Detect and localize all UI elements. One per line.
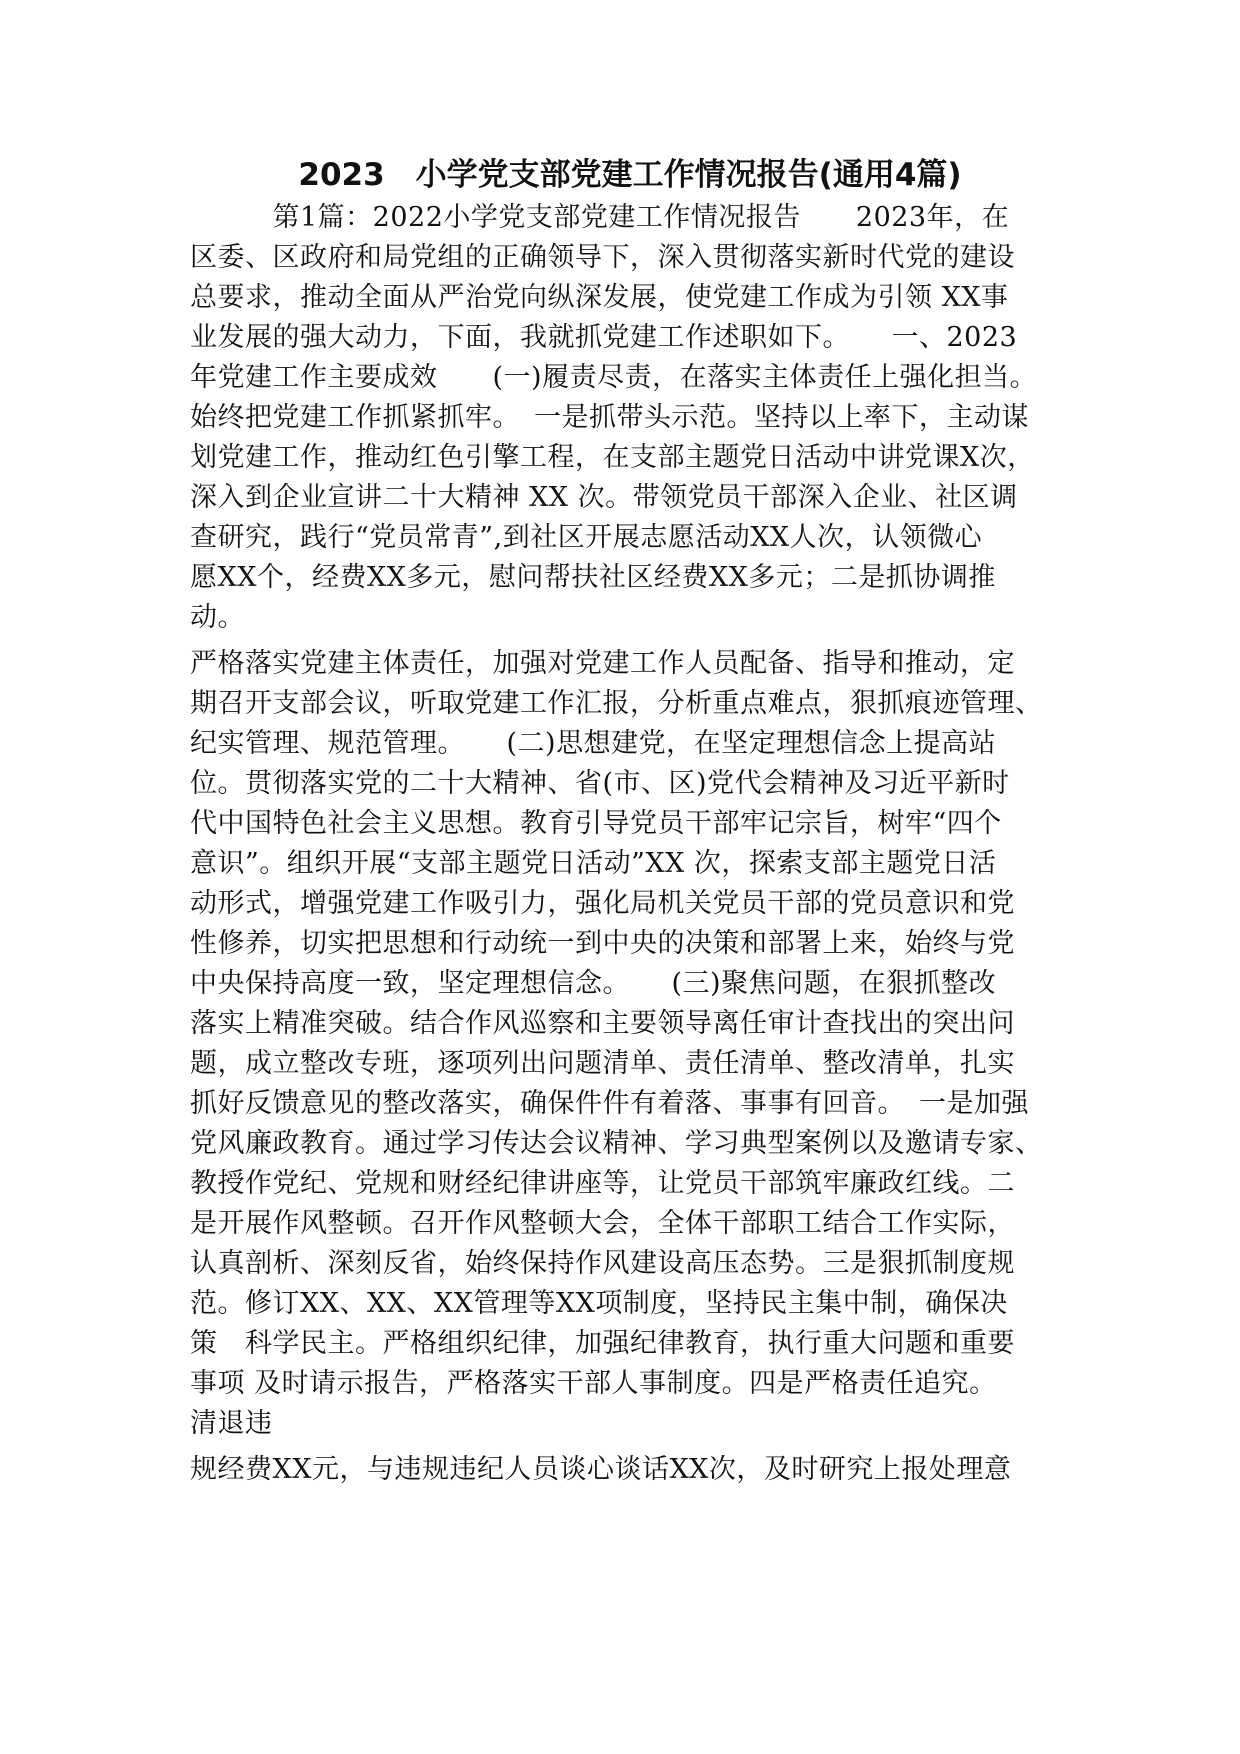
text-line: 是开展作风整顿。召开作风整顿大会，全体干部职工结合工作实际， <box>190 1208 1015 1239</box>
text-line: 始终把党建工作抓紧抓牢。 一是抓带头示范。坚持以上率下，主动谋 <box>190 402 1029 433</box>
text-line: 性修养，切实把思想和行动统一到中央的决策和部署上来，始终与党 <box>190 928 1015 959</box>
text-line: 教授作党纪、党规和财经纪律讲座等，让党员干部筑牢廉政红线。二 <box>190 1168 1015 1199</box>
text-line: 业发展的强大动力，下面，我就抓党建工作述职如下。 一、2023 <box>190 322 1018 353</box>
document-body <box>190 198 1070 1490</box>
text-line: 落实上精准突破。结合作风巡察和主要领导离任审计查找出的突出问 <box>190 1008 1015 1039</box>
text-line: 代中国特色社会主义思想。教育引导党员干部牢记宗旨，树牢“四个 <box>190 808 1002 839</box>
text-line: 认真剖析、深刻反省，始终保持作风建设高压态势。三是狠抓制度规 <box>190 1248 1015 1279</box>
text-line: 策 科学民主。严格组织纪律，加强纪律教育，执行重大问题和重要 <box>190 1328 1015 1359</box>
text-line: 期召开支部会议，听取党建工作汇报，分析重点难点，狠抓痕迹管理、 <box>190 688 1043 719</box>
text-line: 事项 及时请示报告，严格落实干部人事制度。四是严格责任追究。 <box>190 1368 997 1399</box>
text-line: 查研究，践行“党员常青”,到社区开展志愿活动XX人次，认领微心 <box>190 522 983 553</box>
text-line: 严格落实党建主体责任，加强对党建工作人员配备、指导和推动，定 <box>190 648 1015 679</box>
text-line: 纪实管理、规范管理。 (二)思想建党，在坚定理想信念上提高站 <box>190 728 997 759</box>
text-line: 第1篇：2022小学党支部党建工作情况报告 2023年，在 <box>190 202 1010 233</box>
text-line: 区委、区政府和局党组的正确领导下，深入贯彻落实新时代党的建设 <box>190 242 1015 273</box>
text-line: 党风廉政教育。通过学习传达会议精神、学习典型案例以及邀请专家、 <box>190 1128 1043 1159</box>
text-line: 动。 <box>190 602 245 633</box>
text-line: 题，成立整改专班，逐项列出问题清单、责任清单、整改清单，扎实 <box>190 1048 1015 1079</box>
text-line: 规经费XX元，与违规违纪人员谈心谈话XX次，及时研究上报处理意 <box>190 1454 1012 1485</box>
text-line: 范。修订XX、XX、XX管理等XX项制度，坚持民主集中制，确保决 <box>190 1288 1008 1319</box>
text-line: 动形式，增强党建工作吸引力，强化局机关党员干部的党员意识和党 <box>190 888 1015 919</box>
document-title: 2023 小学党支部党建工作情况报告(通用4篇) <box>298 157 962 193</box>
text-line: 总要求，推动全面从严治党向纵深发展，使党建工作成为引领 XX事 <box>190 282 1009 313</box>
text-line: 清退违 <box>190 1408 273 1439</box>
text-line: 深入到企业宣讲二十大精神 XX 次。带领党员干部深入企业、社区调 <box>190 482 1018 513</box>
text-line: 抓好反馈意见的整改落实，确保件件有着落、事事有回音。 一是加强 <box>190 1088 1029 1119</box>
text-line: 年党建工作主要成效 (一)履责尽责，在落实主体责任上强化担当。 <box>190 362 1038 393</box>
text-line: 愿XX个，经费XX多元，慰问帮扶社区经费XX多元；二是抓协调推 <box>190 562 996 593</box>
text-line: 中央保持高度一致，坚定理想信念。 (三)聚焦问题，在狠抓整改 <box>190 968 997 999</box>
text-line: 划党建工作，推动红色引擎工程，在支部主题党日活动中讲党课X次， <box>190 442 1035 473</box>
text-line: 位。贯彻落实党的二十大精神、省(市、区)党代会精神及习近平新时 <box>190 768 1010 799</box>
text-line: 意识”。组织开展“支部主题党日活动”XX 次，探索支部主题党日活 <box>190 848 997 879</box>
